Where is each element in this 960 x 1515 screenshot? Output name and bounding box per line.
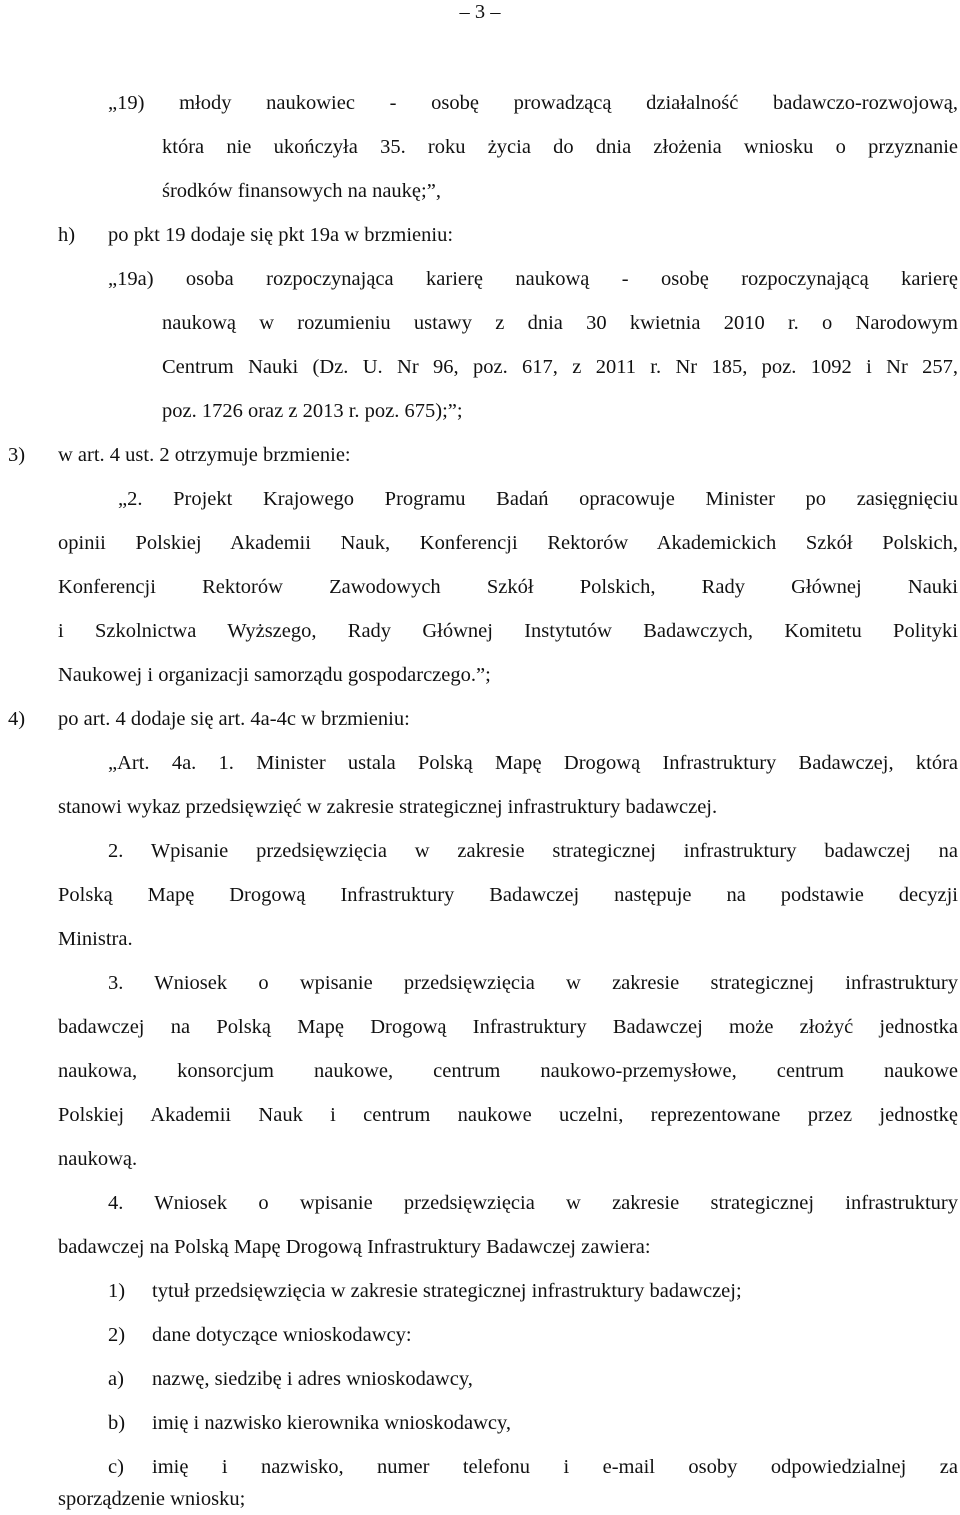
text-line: imię i nazwisko kierownika wnioskodawcy, bbox=[152, 1412, 512, 1434]
list-marker: a) bbox=[108, 1368, 124, 1390]
text-line: badawczej na Polską Mapę Drogową Infrastruktury Badawczej może złożyć jednostka bbox=[58, 1016, 958, 1038]
text-line: 3. Wniosek o wpisanie przedsięwzięcia w zakresie strategicznej infrastruktury bbox=[108, 972, 958, 994]
page-number: – 3 – bbox=[459, 1, 501, 23]
text-line: „19) młody naukowiec - osobę prowadzącą działalność badawczo-rozwojową, bbox=[108, 92, 958, 114]
list-marker: 2) bbox=[108, 1324, 126, 1346]
text-line: „2. Projekt Krajowego Programu Badań opracowuje Minister po zasięgnięciu bbox=[118, 488, 958, 510]
text-line: Centrum Nauki (Dz. U. Nr 96, poz. 617, z 2011 r. Nr 185, poz. 1092 i Nr 257, bbox=[162, 356, 958, 378]
text-line: tytuł przedsięwzięcia w zakresie strategicznej infrastruktury badawczej; bbox=[152, 1280, 742, 1302]
text-line: naukową. bbox=[58, 1148, 138, 1170]
text-line: środków finansowych na naukę;”, bbox=[162, 180, 441, 202]
text-line: naukowa, konsorcjum naukowe, centrum naukowo-przemysłowe, centrum naukowe bbox=[58, 1060, 958, 1082]
text-line: Naukowej i organizacji samorządu gospodarczego.”; bbox=[58, 664, 491, 686]
text-line: i Szkolnictwa Wyższego, Rady Głównej Instytutów Badawczych, Komitetu Polityki bbox=[58, 620, 958, 642]
text-line: naukową w rozumieniu ustawy z dnia 30 kwietnia 2010 r. o Narodowym bbox=[162, 312, 958, 334]
text-line: Ministra. bbox=[58, 928, 133, 950]
text-line: dane dotyczące wnioskodawcy: bbox=[152, 1324, 412, 1346]
text-line: stanowi wykaz przedsięwzięć w zakresie strategicznej infrastruktury badawczej. bbox=[58, 796, 718, 818]
list-marker: c) bbox=[108, 1456, 124, 1478]
text-line: nazwę, siedzibę i adres wnioskodawcy, bbox=[152, 1368, 473, 1390]
list-marker: b) bbox=[108, 1412, 126, 1434]
text-line: 4. Wniosek o wpisanie przedsięwzięcia w zakresie strategicznej infrastruktury bbox=[108, 1192, 958, 1214]
text-line: Polskiej Akademii Nauk i centrum naukowe uczelni, reprezentowane przez jednostkę bbox=[58, 1104, 958, 1126]
text-line: sporządzenie wniosku; bbox=[58, 1488, 246, 1510]
list-marker: 4) bbox=[8, 708, 26, 730]
text-line: 2. Wpisanie przedsięwzięcia w zakresie strategicznej infrastruktury badawczej na bbox=[108, 840, 958, 862]
text-line: poz. 1726 oraz z 2013 r. poz. 675);”; bbox=[162, 400, 463, 422]
list-marker: 1) bbox=[108, 1280, 126, 1302]
text-line: „19a) osoba rozpoczynająca karierę naukową - osobę rozpoczynającą karierę bbox=[108, 268, 958, 290]
text-line: która nie ukończyła 35. roku życia do dnia złożenia wniosku o przyznanie bbox=[162, 136, 958, 158]
text-line: w art. 4 ust. 2 otrzymuje brzmienie: bbox=[58, 444, 351, 466]
text-line: Polską Mapę Drogową Infrastruktury Badawczej następuje na podstawie decyzji bbox=[58, 884, 958, 906]
list-marker: 3) bbox=[8, 444, 26, 466]
text-line: Konferencji Rektorów Zawodowych Szkół Polskich, Rady Głównej Nauki bbox=[58, 576, 958, 598]
text-line: „Art. 4a. 1. Minister ustala Polską Mapę Drogową Infrastruktury Badawczej, która bbox=[108, 752, 958, 774]
text-line: badawczej na Polską Mapę Drogową Infrastruktury Badawczej zawiera: bbox=[58, 1236, 651, 1258]
text-line: imię i nazwisko, numer telefonu i e-mail osoby odpowiedzialnej za bbox=[152, 1456, 958, 1478]
list-marker: h) bbox=[58, 224, 76, 246]
text-line: po pkt 19 dodaje się pkt 19a w brzmieniu: bbox=[108, 224, 454, 246]
text-line: po art. 4 dodaje się art. 4a-4c w brzmieniu: bbox=[58, 708, 410, 730]
text-line: opinii Polskiej Akademii Nauk, Konferencji Rektorów Akademickich Szkół Polskich, bbox=[58, 532, 958, 554]
